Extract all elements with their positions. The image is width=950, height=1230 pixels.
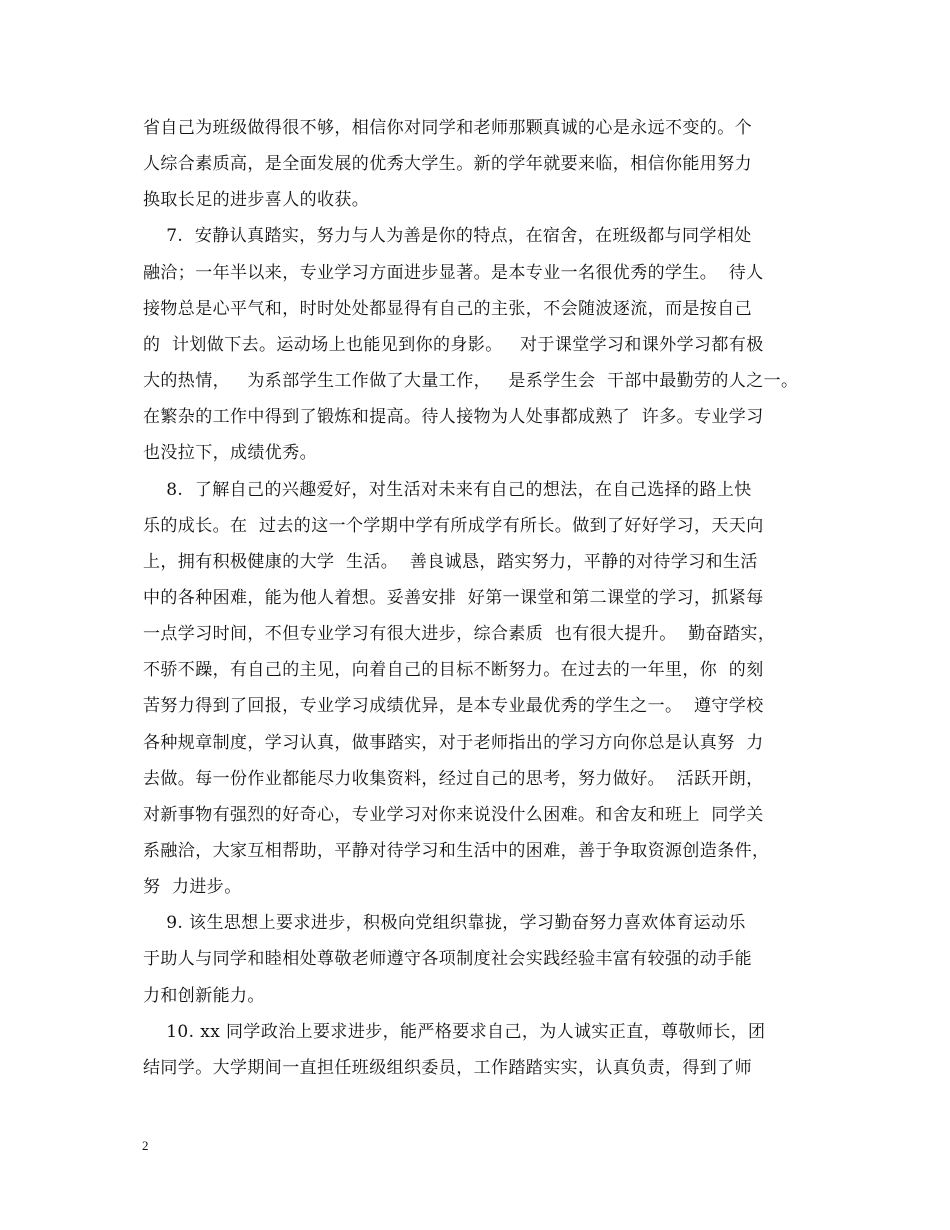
text-line: 大的热情， 为系部学生工作做了大量工作， 是系学生会 干部中最勤劳的人之一。 [143,371,799,392]
text-line: 的 计划做下去。运动场上也能见到你的身影。 对于课堂学习和课外学习都有极 [143,334,764,355]
text-line: 一点学习时间，不但专业学习有很大进步，综合素质 也有很大提升。 勤奋踏实， [143,624,776,645]
text-line: 省自己为班级做得很不够，相信你对同学和老师那颗真诚的心是永远不变的。个 [143,118,752,138]
text-line: 力和创新能力。 [143,985,265,1006]
page-number: 2 [142,1138,149,1153]
text-line: 努 力进步。 [143,877,242,898]
text-line: 接物总是心平气和，时时处处都显得有自己的主张，不会随波逐流，而是按自己 [143,298,752,319]
text-line: 7. 安静认真踏实，努力与人为善是你的特点，在宿舍，在班级都与同学相处 [143,226,752,247]
text-line: 结同学。大学期间一直担任班级组织委员，工作踏踏实实，认真负责，得到了师 [143,1057,752,1078]
text-line: 在繁杂的工作中得到了锻炼和提高。待人接物为人处事都成熟了 许多。专业学习 [143,407,764,428]
text-line: 8. 了解自己的兴趣爱好，对生活对未来有自己的想法，在自己选择的路上快 [143,479,752,500]
text-line: 于助人与同学和睦相处尊敬老师遵守各项制度社会实践经验丰富有较强的动手能 [143,949,752,970]
text-line: 苦努力得到了回报，专业学习成绩优异，是本专业最优秀的学生之一。 遵守学校 [143,696,764,717]
text-line: 对新事物有强烈的好奇心，专业学习对你来说没什么困难。和舍友和班上 同学关 [143,804,764,825]
text-line: 各种规章制度，学习认真，做事踏实，对于老师指出的学习方向你总是认真努 力 [143,732,764,753]
text-line: 也没拉下，成绩优秀。 [143,443,317,464]
text-line: 乐的成长。在 过去的这一个学期中学有所成学有所长。做到了好好学习，天天向 [143,515,764,536]
text-line: 系融洽，大家互相帮助，平静对待学习和生活中的困难，善于争取资源创造条件， [143,841,770,861]
text-line: 9. 该生思想上要求进步，积极向党组织靠拢，学习勤奋努力喜欢体育运动乐 [143,913,746,934]
text-line: 10. xx 同学政治上要求进步，能严格要求自己，为人诚实正直，尊敬师长，团 [143,1021,766,1042]
text-line: 不骄不躁，有自己的主见，向着自己的目标不断努力。在过去的一年里，你 的刻 [143,660,764,681]
text-line: 融洽；一年半以来，专业学习方面进步显著。是本专业一名很优秀的学生。 待人 [143,262,764,283]
text-line: 上，拥有积极健康的大学 生活。 善良诚恳，踏实努力，平静的对待学习和生活 [143,551,758,572]
text-line: 换取长足的进步喜人的收获。 [143,190,370,211]
text-line: 中的各种困难，能为他人着想。妥善安排 好第一课堂和第二课堂的学习，抓紧每 [143,587,764,608]
text-line: 人综合素质高，是全面发展的优秀大学生。新的学年就要来临，相信你能用努力 [143,154,752,175]
text-line: 去做。每一份作业都能尽力收集资料，经过自己的思考，努力做好。 活跃开朗， [143,768,764,789]
